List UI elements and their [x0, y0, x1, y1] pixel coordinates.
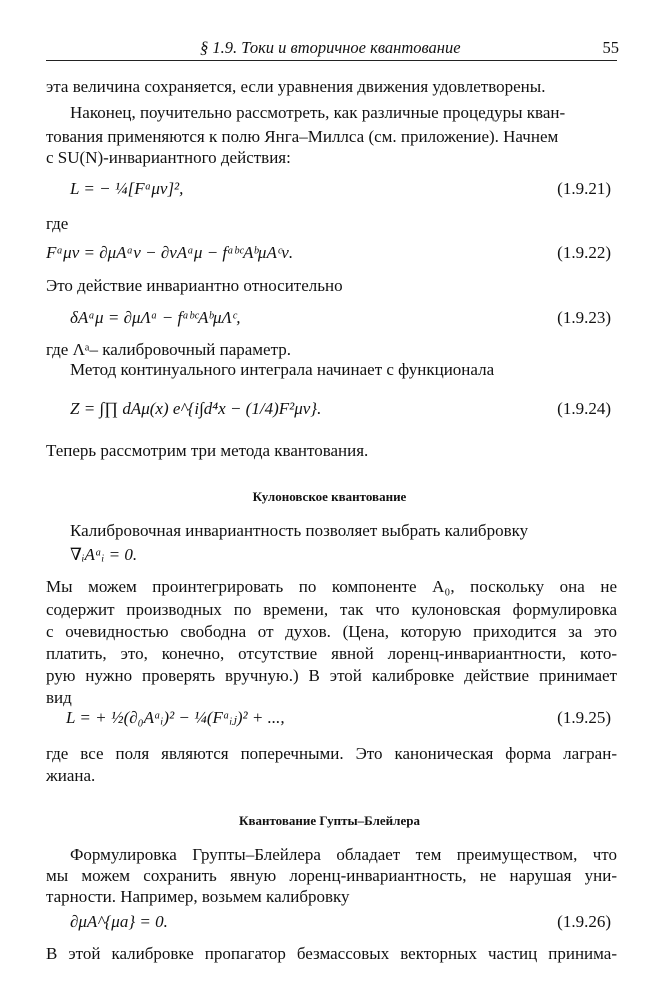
equation-1-9-24: Z = ∫∏ dAμ(x) e^{i∫d⁴x − (1/4)F²μν}.: [70, 399, 322, 418]
equation-1-9-25: L = + ½(∂₀Aᵃᵢ)² − ¼(Fᵃᵢⱼ)² + ...,: [66, 708, 285, 727]
text-line: Теперь рассмотрим три метода квантования.: [46, 441, 369, 460]
text-line: мы можем сохранить явную лоренц-инвариантность, не нарушая уни-: [46, 866, 617, 885]
text-line: где Λᵃ– калибровочный параметр.: [46, 340, 291, 359]
equation-number: (1.9.23): [557, 308, 611, 327]
text-line: содержит производных по времени, так что кулоновская формулировка: [46, 600, 617, 619]
text-line: рую нужно проверять вручную.) В этой калибровке действие принимает: [46, 666, 617, 685]
header-title: § 1.9. Токи и вторичное квантование: [200, 38, 461, 57]
text-line: тарности. Например, возьмем калибровку: [46, 887, 350, 906]
text-line: эта величина сохраняется, если уравнения движения удовлетворены.: [46, 77, 546, 96]
text-line: с очевидностью свободна от духов. (Цена, которую приходится за это: [46, 622, 617, 641]
section-heading: Квантование Гупты–Блейлера: [239, 813, 420, 828]
equation-1-9-26: ∂μA^{μa} = 0.: [70, 912, 168, 931]
equation-1-9-23: δAᵃμ = ∂μΛᵃ − fᵃᵇᶜAᵇμΛᶜ,: [70, 308, 241, 327]
equation-coulomb-gauge: ∇ᵢAᵃᵢ = 0.: [70, 545, 138, 564]
text-line: где: [46, 214, 69, 233]
equation-1-9-21: L = − ¼[Fᵃμν]²,: [70, 179, 184, 198]
equation-number: (1.9.22): [557, 243, 611, 262]
equation-number: (1.9.21): [557, 179, 611, 198]
equation-1-9-22: Fᵃμν = ∂μAᵃν − ∂νAᵃμ − fᵃᵇᶜAᵇμAᶜν.: [46, 243, 294, 262]
page-number: 55: [602, 38, 619, 57]
text-line: где все поля являются поперечными. Это каноническая форма лагран-: [46, 744, 617, 763]
text-line: Наконец, поучительно рассмотреть, как различные процедуры кван-: [70, 103, 566, 122]
header-rule: [46, 60, 617, 61]
text-line: Формулировка Групты–Блейлера обладает тем преимуществом, что: [70, 845, 617, 864]
text-line: с SU(N)-инвариантного действия:: [46, 148, 291, 167]
text-line: Метод континуального интеграла начинает с функционала: [70, 360, 495, 379]
equation-number: (1.9.26): [557, 912, 611, 931]
text-line: Калибровочная инвариантность позволяет выбрать калибровку: [70, 521, 529, 540]
text-line: вид: [46, 688, 72, 707]
text-line: тования применяются к полю Янга–Миллса (см. приложение). Начнем: [46, 127, 559, 146]
text-line: Это действие инвариантно относительно: [46, 276, 343, 295]
text-line: платить, это, конечно, отсутствие явной лоренц-инвариантности, кото-: [46, 644, 617, 663]
equation-number: (1.9.25): [557, 708, 611, 727]
equation-number: (1.9.24): [557, 399, 611, 418]
text-line: В этой калибровке пропагатор безмассовых векторных частиц принима-: [46, 944, 617, 963]
text-line: Мы можем проинтегрировать по компоненте A₀, поскольку она не: [46, 577, 617, 596]
section-heading: Кулоновское квантование: [252, 489, 407, 504]
text-line: жиана.: [46, 766, 96, 785]
